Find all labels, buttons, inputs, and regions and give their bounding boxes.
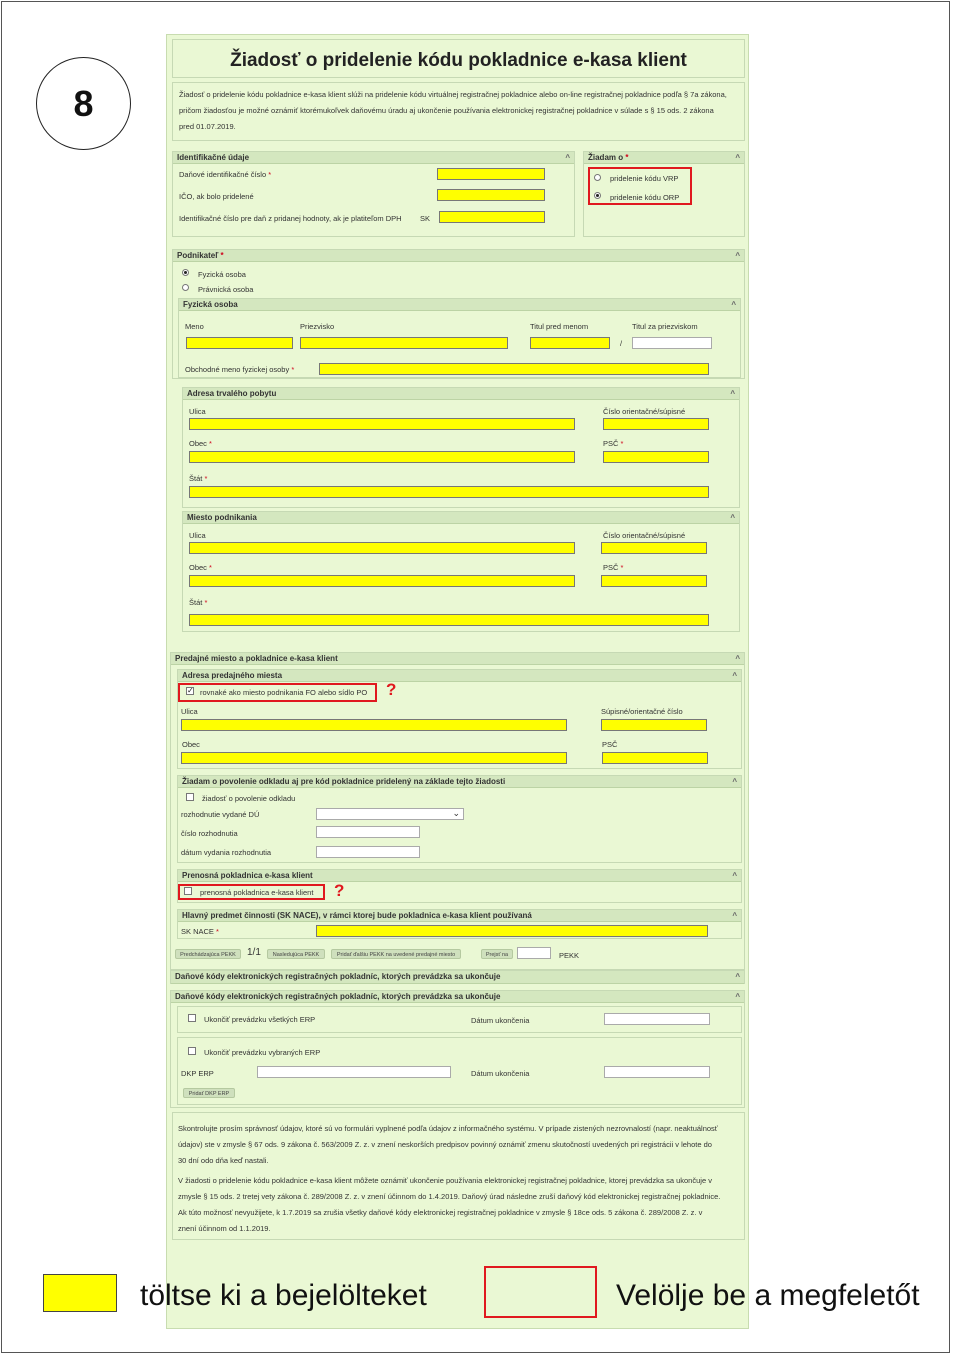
application-form bbox=[166, 34, 749, 1329]
notice-p1-line1: Skontrolujte prosím správnosť údajov, ktoré sú vo formulári vyplnené podľa údajov z informačného systému. V prípade zistených nezrovnalostí (napr. neaktuálnosť bbox=[178, 1124, 718, 1133]
step-number: 8 bbox=[73, 82, 94, 124]
pa-zip-label: PSČ * bbox=[603, 439, 624, 448]
end-selected-label: Ukončiť prevádzku vybraných ERP bbox=[204, 1048, 321, 1057]
add-dkp-button[interactable]: Pridať DKP ERP bbox=[183, 1088, 235, 1098]
sale-address-panel bbox=[177, 669, 742, 769]
title-panel bbox=[172, 39, 745, 78]
title-after-input[interactable] bbox=[632, 337, 712, 349]
sa-city-input[interactable] bbox=[181, 752, 567, 764]
sale-place-header[interactable]: Predajné miesto a pokladnice e-kasa klient ^ bbox=[171, 653, 744, 665]
radio-natural-person[interactable] bbox=[182, 269, 189, 276]
prev-pekk-button[interactable]: Predchádzajúca PEKK bbox=[175, 949, 241, 959]
title-before-input[interactable] bbox=[530, 337, 610, 349]
goto-input[interactable] bbox=[517, 947, 551, 959]
pa-number-label: Číslo orientačné/súpisné bbox=[603, 407, 686, 416]
collapse-icon[interactable]: ^ bbox=[735, 251, 740, 260]
sa-zip-label: PSČ bbox=[602, 740, 618, 749]
pa-street-input[interactable] bbox=[189, 418, 575, 430]
intro-line-1: Žiadosť o pridelenie kódu pokladnice e-kasa klient slúži na pridelenie kódu virtuálnej registračnej pokladnice alebo on-line registračnej pokladnice podľa § 7a zákona, bbox=[179, 90, 727, 99]
bp-city-label: Obec * bbox=[189, 563, 212, 572]
bp-street-label: Ulica bbox=[189, 531, 206, 540]
natural-person-label: Fyzická osoba bbox=[198, 270, 246, 279]
next-pekk-button[interactable]: Nasledujúca PEKK bbox=[267, 949, 325, 959]
collapse-icon[interactable]: ^ bbox=[732, 911, 737, 920]
legend-mark-text: Velölje be a megfeletőt bbox=[616, 1279, 920, 1312]
nace-header[interactable]: Hlavný predmet činnosti (SK NACE), v rámci ktorej bude pokladnica e-kasa klient používaná ^ bbox=[178, 910, 741, 922]
pa-street-label: Ulica bbox=[189, 407, 206, 416]
notice-p2-line2: zmysle § 15 ods. 2 tretej vety zákona č. 289/2008 Z. z. v znení účinnom do 1.4.2019. Daňový úrad následne zruší daňový kód elektronickej registračnej pokladnice. bbox=[178, 1192, 721, 1201]
title-before-label: Titul pred menom bbox=[530, 322, 589, 331]
collapse-icon[interactable]: ^ bbox=[735, 992, 740, 1001]
sa-zip-input[interactable] bbox=[602, 752, 708, 764]
natural-person-header[interactable]: Fyzická osoba ^ bbox=[179, 299, 740, 311]
step-number-badge bbox=[36, 57, 131, 150]
first-name-input[interactable] bbox=[186, 337, 293, 349]
sale-address-header[interactable]: Adresa predajného miesta ^ bbox=[178, 670, 741, 682]
notice-p2-line1: V žiadosti o pridelenie kódu pokladnice e-kasa klient môžete oznámiť ukončenie používania elektronickej registračnej pokladnice, ktorej prevádzka sa ukončuje v bbox=[178, 1176, 712, 1185]
option-vrp-label: pridelenie kódu VRP bbox=[610, 174, 679, 183]
legend-fill-text: töltse ki a bejelölteket bbox=[140, 1279, 427, 1312]
sa-number-input[interactable] bbox=[601, 719, 707, 731]
collapse-icon[interactable]: ^ bbox=[565, 153, 570, 162]
notice-p2-line3: Ak túto možnosť nevyužijete, k 1.7.2019 sa zrušia všetky daňové kódy elektronickej registračnej pokladnice v zmysle § 18ce ods. 5 zákona č. 289/2008 Z. z. v bbox=[178, 1208, 703, 1217]
expand-icon[interactable]: ^ bbox=[735, 972, 740, 981]
title-after-label: Titul za priezviskom bbox=[632, 322, 698, 331]
pa-state-label: Štát * bbox=[189, 474, 208, 483]
postpone-checkbox[interactable] bbox=[186, 793, 194, 801]
radio-vrp[interactable] bbox=[594, 174, 601, 181]
end-all-panel bbox=[177, 1006, 742, 1033]
same-address-checkbox[interactable]: ✓ bbox=[187, 686, 194, 695]
tax-codes-panel bbox=[170, 990, 745, 1108]
nace-input[interactable] bbox=[316, 925, 708, 937]
intro-line-2: pričom žiadosťou je možné oznámiť ktorémukoľvek daňovému úradu aj ukončenie používania elektronickej registračnej pokladnice v súlade s § 15 ods. 2 zákona bbox=[179, 106, 714, 115]
trade-name-label: Obchodné meno fyzickej osoby * bbox=[185, 365, 295, 374]
decision-date-label: dátum vydania rozhodnutia bbox=[181, 848, 272, 857]
entrepreneur-panel bbox=[172, 249, 745, 379]
bp-number-input[interactable] bbox=[601, 542, 707, 554]
natural-person-panel bbox=[178, 298, 741, 378]
pa-city-input[interactable] bbox=[189, 451, 575, 463]
end-date-label: Dátum ukončenia bbox=[471, 1016, 530, 1025]
permanent-address-header[interactable]: Adresa trvalého pobytu ^ bbox=[183, 388, 739, 400]
question-mark: ? bbox=[334, 881, 345, 900]
postpone-checkbox-label: žiadosť o povolenie odkladu bbox=[202, 794, 296, 803]
end-all-checkbox[interactable] bbox=[188, 1014, 196, 1022]
notice-p1-line3: 30 dní odo dňa keď nastali. bbox=[178, 1156, 269, 1165]
business-place-panel bbox=[182, 511, 740, 632]
collapse-icon[interactable]: ^ bbox=[732, 871, 737, 880]
notice-p2-line4: znení účinnom od 1.1.2019. bbox=[178, 1224, 271, 1233]
request-header[interactable]: Žiadam o * ^ bbox=[584, 152, 744, 164]
pa-state-input[interactable] bbox=[189, 486, 709, 498]
bp-street-input[interactable] bbox=[189, 542, 575, 554]
icdph-prefix: SK bbox=[420, 214, 431, 223]
notice-panel bbox=[172, 1112, 745, 1240]
end-date-2-input[interactable] bbox=[604, 1066, 710, 1078]
tax-codes-collapsed-header[interactable]: Daňové kódy elektronických registračných pokladníc, ktorých prevádzka sa ukončuje ^ bbox=[171, 971, 744, 984]
goto-button[interactable]: Prejsť na bbox=[481, 949, 513, 959]
legend-red-box bbox=[484, 1266, 597, 1318]
collapse-icon[interactable]: ^ bbox=[732, 777, 737, 786]
dic-input[interactable] bbox=[437, 168, 545, 180]
dkp-label: DKP ERP bbox=[181, 1069, 214, 1078]
legal-person-label: Právnická osoba bbox=[198, 285, 254, 294]
bp-state-label: Štát * bbox=[189, 598, 208, 607]
pa-zip-input[interactable] bbox=[603, 451, 709, 463]
collapse-icon[interactable]: ^ bbox=[731, 300, 736, 309]
bp-state-input[interactable] bbox=[189, 614, 709, 626]
collapse-icon[interactable]: ^ bbox=[730, 513, 735, 522]
radio-orp[interactable] bbox=[594, 192, 601, 199]
trade-name-input[interactable] bbox=[319, 363, 709, 375]
collapse-icon[interactable]: ^ bbox=[732, 671, 737, 680]
radio-legal-person[interactable] bbox=[182, 284, 189, 291]
identification-header[interactable]: Identifikačné údaje ^ bbox=[173, 152, 574, 164]
nace-label: SK NACE * bbox=[181, 927, 219, 936]
ico-input[interactable] bbox=[437, 189, 545, 201]
option-orp-label: pridelenie kódu ORP bbox=[610, 193, 680, 202]
postpone-panel bbox=[177, 775, 742, 863]
permanent-address-panel bbox=[182, 387, 740, 508]
decision-number-label: číslo rozhodnutia bbox=[181, 829, 238, 838]
tax-codes-collapsed-panel bbox=[170, 970, 745, 984]
entrepreneur-header[interactable]: Podnikateľ * ^ bbox=[173, 250, 744, 262]
identification-panel bbox=[172, 151, 575, 237]
sa-number-label: Súpisné/orientačné číslo bbox=[601, 707, 683, 716]
question-mark: ? bbox=[386, 680, 397, 699]
postpone-header[interactable]: Žiadam o povolenie odkladu aj pre kód pokladnice pridelený na základe tejto žiadosti ^ bbox=[178, 776, 741, 788]
bp-zip-label: PSČ * bbox=[603, 563, 624, 572]
legend-yellow-swatch bbox=[43, 1274, 117, 1312]
last-name-label: Priezvisko bbox=[300, 322, 335, 331]
collapse-icon[interactable]: ^ bbox=[735, 654, 740, 663]
tax-codes-header[interactable]: Daňové kódy elektronických registračných pokladníc, ktorých prevádzka sa ukončuje ^ bbox=[171, 991, 744, 1003]
sale-place-panel bbox=[170, 652, 745, 970]
ico-label: IČO, ak bolo pridelené bbox=[179, 192, 254, 201]
dic-label: Daňové identifikačné číslo * bbox=[179, 170, 272, 179]
end-all-label: Ukončiť prevádzku všetkých ERP bbox=[204, 1015, 316, 1024]
sa-street-label: Ulica bbox=[181, 707, 198, 716]
intro-line-3: pred 01.07.2019. bbox=[179, 122, 236, 131]
collapse-icon[interactable]: ^ bbox=[735, 153, 740, 162]
portable-checkbox-label: prenosná pokladnica e-kasa klient bbox=[200, 888, 314, 897]
nace-panel bbox=[177, 909, 742, 939]
sa-city-label: Obec bbox=[182, 740, 200, 749]
end-selected-checkbox[interactable] bbox=[188, 1047, 196, 1055]
bp-city-input[interactable] bbox=[189, 575, 575, 587]
bp-zip-input[interactable] bbox=[601, 575, 707, 587]
first-name-label: Meno bbox=[185, 322, 204, 331]
add-pekk-button[interactable]: Pridať ďalšiu PEKK na uvedené predajné miesto bbox=[331, 949, 461, 959]
notice-p1-line2: údajov) ste v zmysle § 67 ods. 9 zákona č. 563/2009 Z. z. v znení neskorších predpisov povinný oznámiť zmenu skutočností uvedených pri registrácii v lehote do bbox=[178, 1140, 712, 1149]
collapse-icon[interactable]: ^ bbox=[730, 389, 735, 398]
portable-header[interactable]: Prenosná pokladnica e-kasa klient ^ bbox=[178, 870, 741, 882]
title-separator: / bbox=[620, 339, 623, 348]
icdph-input[interactable] bbox=[439, 211, 545, 223]
sa-street-input[interactable] bbox=[181, 719, 567, 731]
portable-panel bbox=[177, 869, 742, 903]
chevron-down-icon: ⌄ bbox=[452, 808, 460, 818]
intro-panel bbox=[172, 82, 745, 141]
request-panel bbox=[583, 151, 745, 237]
pekk-counter: 1/1 bbox=[247, 947, 261, 958]
end-date-2-label: Dátum ukončenia bbox=[471, 1069, 530, 1078]
decision-number-input[interactable] bbox=[316, 826, 420, 838]
decision-by-select[interactable] bbox=[316, 808, 464, 820]
goto-unit: PEKK bbox=[559, 951, 580, 960]
same-address-label: rovnaké ako miesto podnikania FO alebo sídlo PO bbox=[200, 688, 368, 697]
page-title: Žiadosť o pridelenie kódu pokladnice e-kasa klient bbox=[230, 50, 687, 71]
decision-date-input[interactable] bbox=[316, 846, 420, 858]
last-name-input[interactable] bbox=[300, 337, 508, 349]
end-date-input[interactable] bbox=[604, 1013, 710, 1025]
pa-number-input[interactable] bbox=[603, 418, 709, 430]
bp-number-label: Číslo orientačné/súpisné bbox=[603, 531, 686, 540]
icdph-label: Identifikačné číslo pre daň z pridanej hodnoty, ak je platiteľom DPH bbox=[179, 214, 402, 223]
portable-checkbox[interactable] bbox=[184, 887, 192, 895]
pa-city-label: Obec * bbox=[189, 439, 212, 448]
business-place-header[interactable]: Miesto podnikania ^ bbox=[183, 512, 739, 524]
end-selected-panel bbox=[177, 1037, 742, 1105]
dkp-input[interactable] bbox=[257, 1066, 451, 1078]
decision-by-label: rozhodnutie vydané DÚ bbox=[181, 810, 260, 819]
